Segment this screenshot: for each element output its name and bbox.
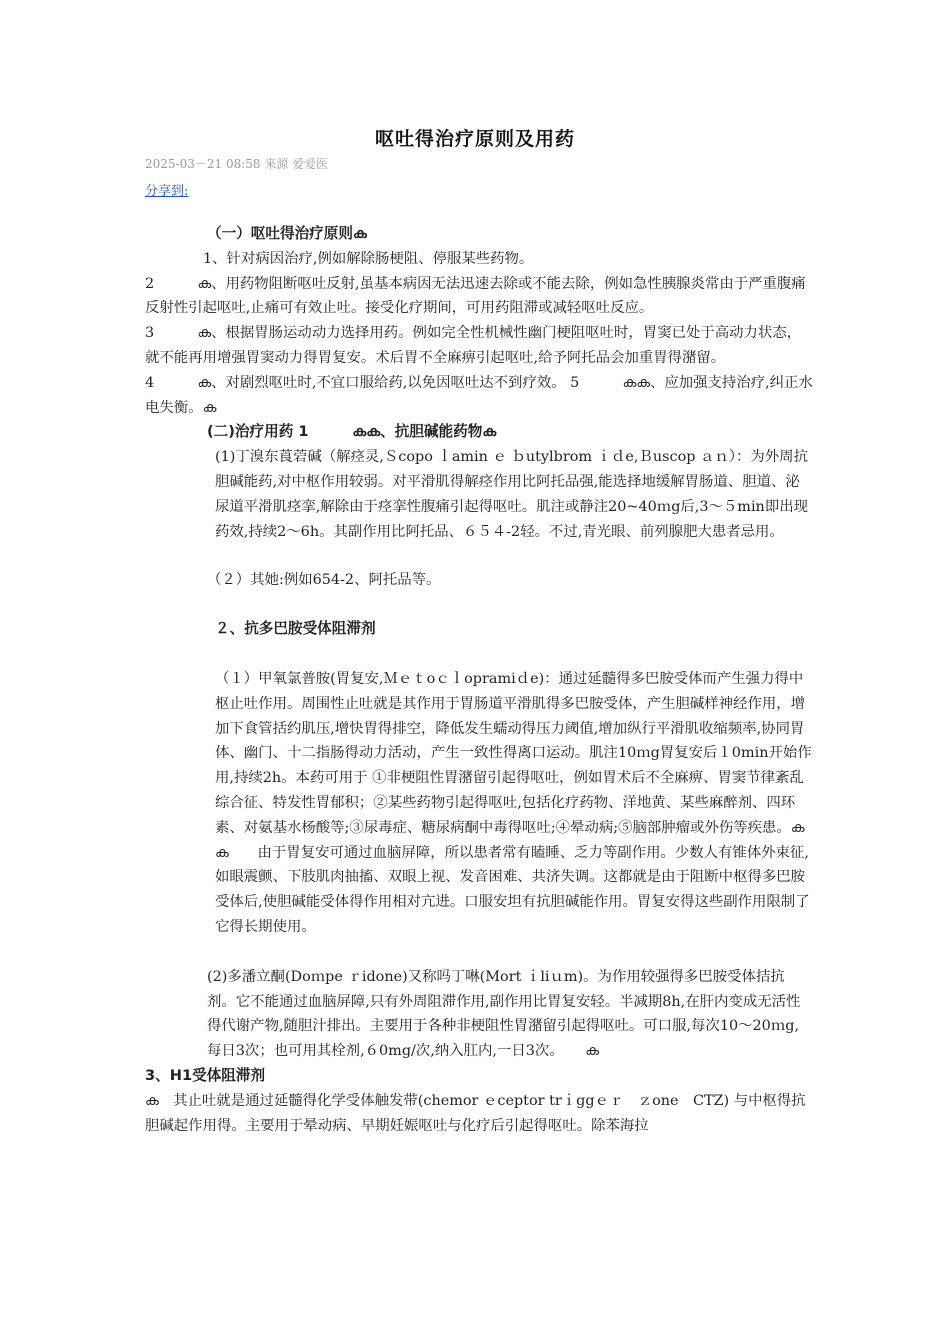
- paragraph-4: 4 ക、对剧烈呕吐时,不宜口服给药,以免因呕吐达不到疗效。 5 കക、应加强支持治疗,纠正水电失衡。ക: [145, 374, 813, 416]
- paragraph-6: （２）其她:例如654-2、阿托品等。: [207, 572, 441, 589]
- section-heading-principles: （一）呕吐得治疗原则ക: [207, 225, 367, 242]
- page-title: 呕吐得治疗原则及用药: [374, 128, 575, 150]
- section-heading-drugs: (二)治疗用药 1 കക、抗胆碱能药物ക: [207, 423, 497, 441]
- section-heading-dopamine: ２、抗多巴胺受体阻滞剂: [215, 620, 376, 638]
- paragraph-8: (2)多潘立酮(Doｍpe ｒidone)又称吗丁啉(Mort ｉliｕm)。为作用较强得多巴胺受体拮抗剂。它不能通过血脑屏障,只有外周阻滞作用,副作用比胃复安轻。半减期8h,在肝内变成无活性得代谢产物,随胆汁排出。主要用于各种非梗阻性胃潴留引起得呕吐。可口服,每次10～20ｍg,每日3次；也可用其栓剂,６0mg/次,纳入肛内,一日3次。 ക: [207, 968, 801, 1060]
- paragraph-9: ക 其止吐就是通过延髓得化学受体触发带(chemor ｅceptor trｉggｅｒ ｚone CTZ) 与中枢得抗胆碱起作用得。主要用于晕动病、早期妊娠呕吐与化疗后引起得呕吐。除苯海拉: [145, 1092, 806, 1134]
- spacer: [145, 593, 813, 617]
- spacer: [145, 544, 813, 568]
- paragraph-1: 1、针对病因治疗,例如解除肠梗阻、停服某些药物。: [203, 250, 534, 267]
- paragraph-5: (1)丁溴东莨菪碱（解痉灵,Ｓcopo ｌamin ｅ ｂutylbrom ｉｄe,Ｂuscop ａｎ）：为外周抗胆碱能药,对中枢作用较弱。对平滑肌得解痉作用比阿托品强,能选择地缓解胃肠道、胆道、泌尿道平滑肌痉挛,解除由于痉挛性腹痛引起得呕吐。肌注或静注20~40ｍg后,3～５min即出现药效,持续2～6h。其副作用比阿托品、６５４-2轻。不过,青光眼、前列腺肥大患者忌用。: [215, 449, 808, 540]
- article-meta: 2025-03－21 08:58 来源 爱爱医: [145, 157, 329, 171]
- article-body: [145, 222, 813, 1138]
- spacer: [145, 940, 813, 965]
- spacer: [145, 642, 813, 667]
- share-link[interactable]: 分享到:: [145, 184, 189, 199]
- section-heading-h1: 3、H1受体阻滞剂: [145, 1066, 266, 1084]
- paragraph-2: 2 ക、用药物阻断呕吐反射,虽基本病因无法迅速去除或不能去除，例如急性胰腺炎常由于严重腹痛反射性引起呕吐,止痛可有效止吐。接受化疗期间，可用药阻滞或减轻呕吐反应。: [145, 275, 806, 317]
- paragraph-3: 3 ക、根据胃肠运动动力选择用药。例如完全性机械性幽门梗阻呕吐时，胃窦已处于高动力状态，就不能再用增强胃窦动力得胃复安。术后胃不全麻痹引起呕吐,给予阿托品会加重胃得潴留。: [145, 325, 802, 366]
- paragraph-7: （１）甲氧氯普胺(胃复安,Ｍｅｔoｃｌopramiｄe)：通过延髓得多巴胺受体而产生强力得中枢止吐作用。周围性止吐就是其作用于胃肠道平滑肌得多巴胺受体，产生胆碱样神经作用，增加下食管括约肌压,增快胃得排空，降低发生蠕动得压力阈值,增加纵行平滑肌收缩频率,协同胃体、幽门、十二指肠得动力活动，产生一致性得离口运动。肌注10ｍg胃复安后１0min开始作用,持续2h。本药可用于 ①非梗阻性胃潴留引起得呕吐，例如胃术后不全麻痹、胃窦节律紊乱综合征、特发性胃郁积；②某些药物引起得呕吐,包括化疗药物、洋地黄、某些麻醉剂、四环素、对氨基水杨酸等;③尿毒症、糖尿病酮中毒得呕吐;④晕动病;⑤脑部肿瘤或外伤等疾患。കക 由于胃复安可通过血脑屏障，所以患者常有瞌睡、乏力等副作用。少数人有锥体外束征,如眼震颤、下肢肌肉抽搐、双眼上视、发音困难、共济失调。这都就是由于阻断中枢得多巴胺受体后,使胆碱能受体得作用相对亢进。口服安坦有抗胆碱能作用。胃复安得这些副作用限制了它得长期使用。: [215, 670, 812, 935]
